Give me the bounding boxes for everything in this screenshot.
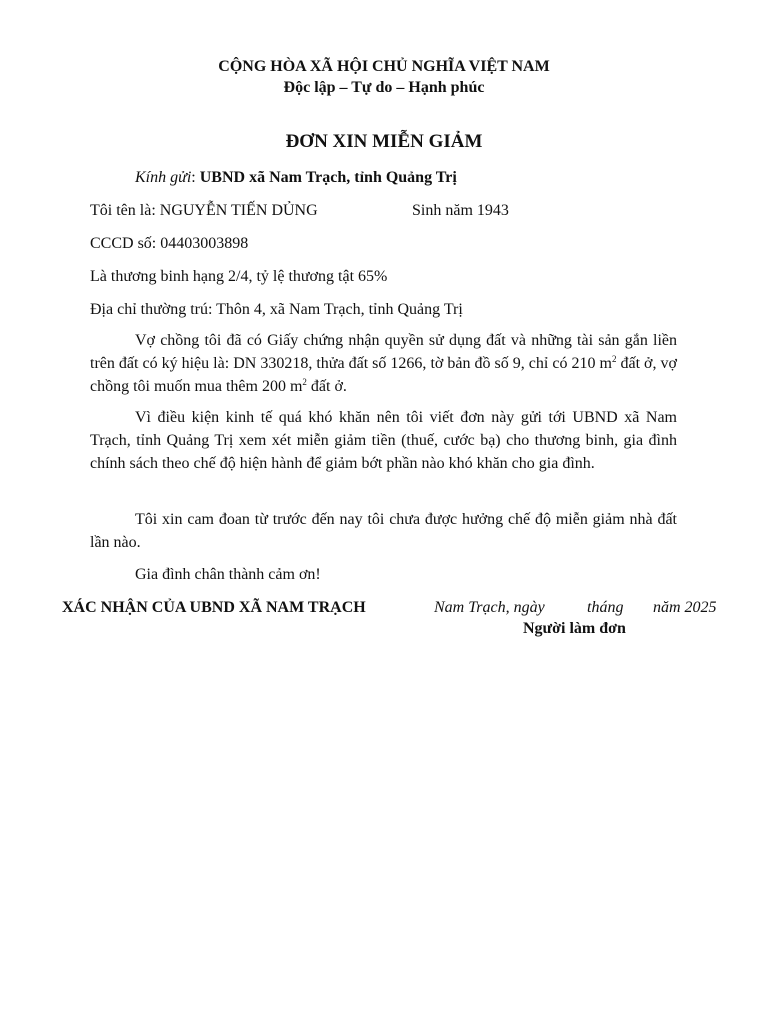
document-title: ĐƠN XIN MIỄN GIẢM [285, 131, 483, 152]
p1-superscript-2: 2 [302, 377, 307, 387]
body-paragraph-2: Vì điều kiện kinh tế quá khó khăn nên tôi viết đơn này gửi tới UBND xã Nam Trạch, tỉnh Quảng Trị xem xét miễn giảm tiền (thuế, cước bạ) cho thương binh, gia đình chính sách theo chế độ hiện hành để giảm bớt phần nào khó khăn cho gia đình. [90, 409, 677, 472]
confirmation-heading: XÁC NHẬN CỦA UBND XÃ NAM TRẠCH [62, 599, 366, 616]
motto: Độc lập – Tự do – Hạnh phúc [283, 79, 485, 96]
p1-superscript-1: 2 [611, 354, 617, 364]
recipient-line: Kính gửi: UBND xã Nam Trạch, tỉnh Quảng Trị [135, 169, 457, 186]
p1-text-b: đất ở, vợ chồng tôi muốn mua thêm 200 m [90, 355, 678, 395]
date-year: năm 2025 [653, 599, 717, 616]
recipient-prefix: Kính gửi [135, 169, 192, 186]
body-paragraph-4: Gia đình chân thành cảm ơn! [135, 566, 321, 583]
applicant-address: Địa chỉ thường trú: Thôn 4, xã Nam Trạch, tỉnh Quảng Trị [90, 301, 463, 318]
date-month: tháng [587, 599, 624, 616]
applicant-name: Tôi tên là: NGUYỄN TIẾN DỦNG [90, 202, 318, 219]
applicant-id: CCCD số: 04403003898 [90, 235, 249, 252]
signer-label: Người làm đơn [523, 620, 626, 637]
body-paragraph-3: Tôi xin cam đoan từ trước đến nay tôi chưa được hưởng chế độ miễn giảm nhà đất lần nào. [90, 511, 677, 551]
p1-text-a: Vợ chồng tôi đã có Giấy chứng nhận quyền sử dụng đất và những tài sản gắn liền trên đất có ký hiệu là: DN 330218, thửa đất số 1266, tờ bản đồ số 9, chỉ có 210 m [90, 332, 677, 372]
applicant-status: Là thương binh hạng 2/4, tỷ lệ thương tật 65% [90, 268, 388, 285]
p1-text-c: đất ở. [306, 378, 347, 395]
body-paragraph-1 [90, 329, 677, 398]
country-header: CỘNG HÒA XÃ HỘI CHỦ NGHĨA VIỆT NAM [218, 58, 550, 75]
recipient-name: UBND xã Nam Trạch, tỉnh Quảng Trị [199, 169, 457, 186]
date-place: Nam Trạch, ngày [434, 599, 545, 616]
applicant-birth-year: Sinh năm 1943 [412, 202, 509, 219]
